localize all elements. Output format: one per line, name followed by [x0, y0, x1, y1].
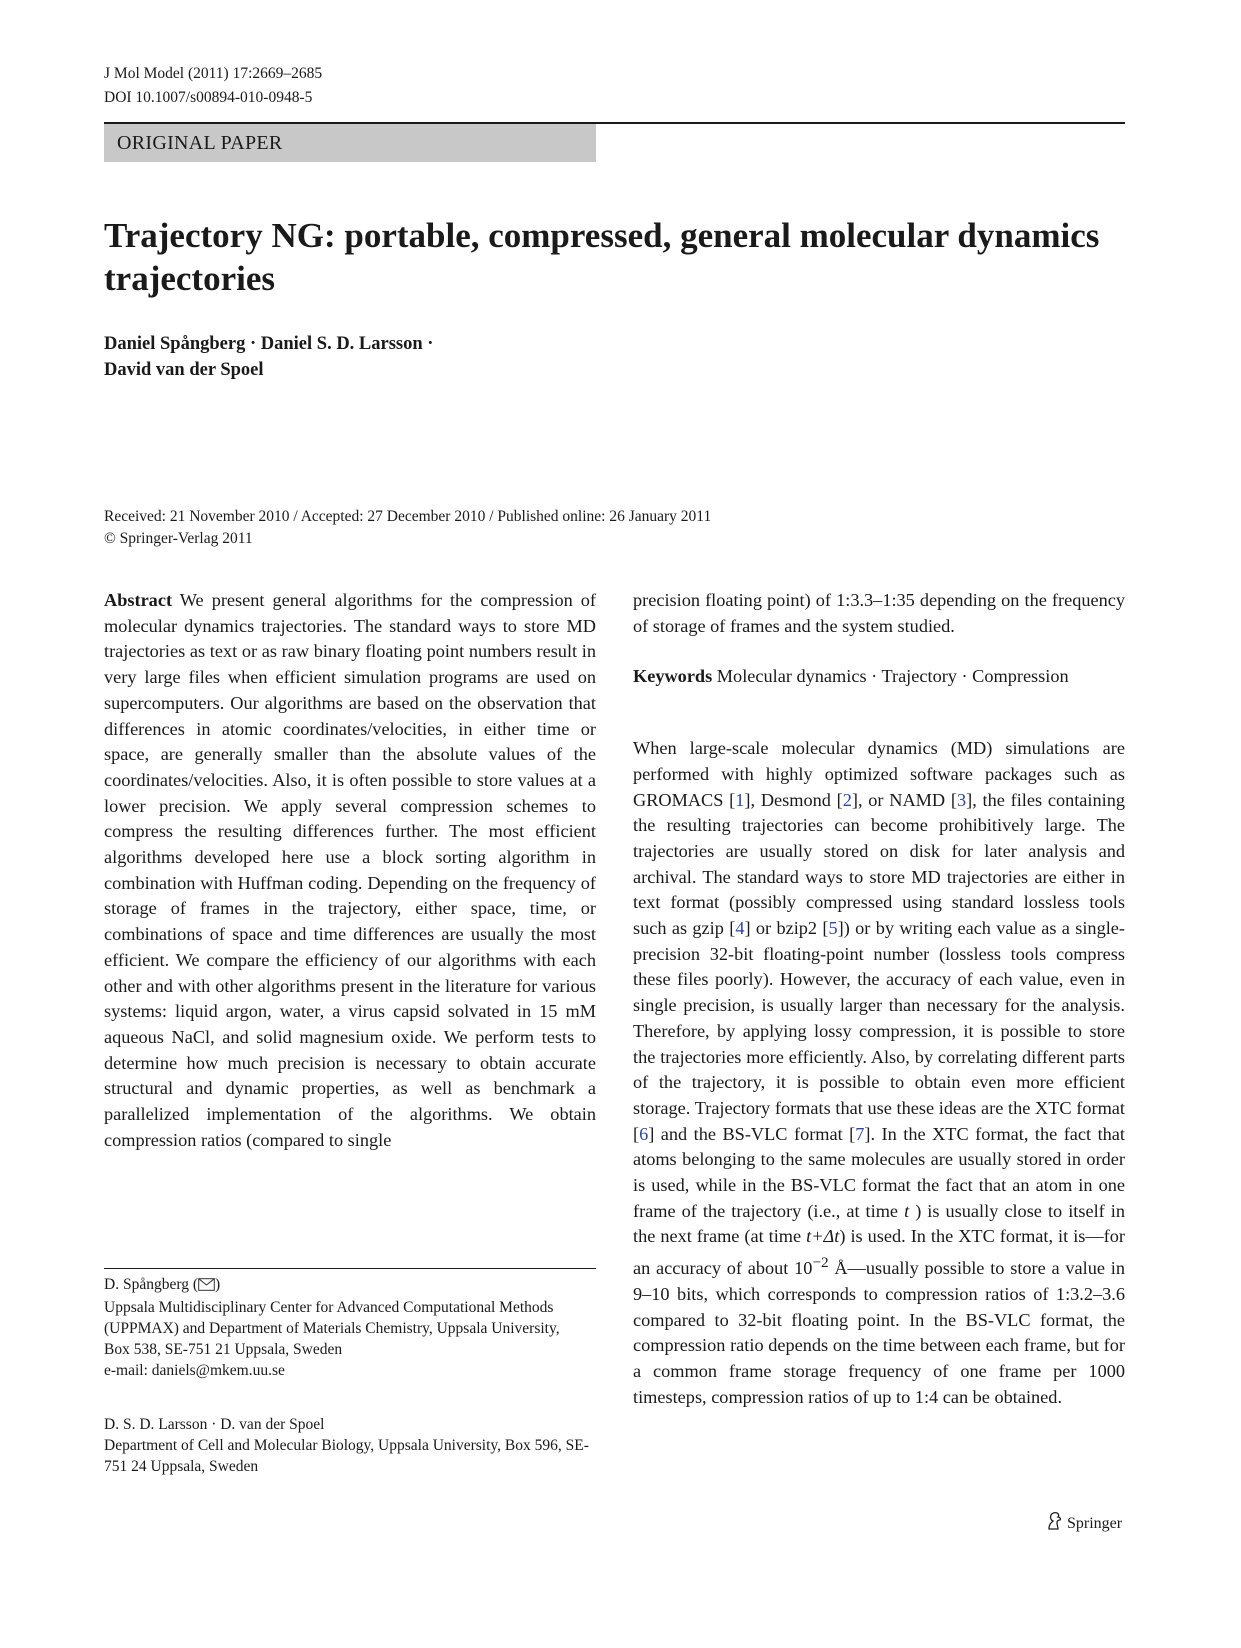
affiliation-block-1 — [104, 1274, 596, 1381]
citation-link[interactable]: 3 — [956, 789, 967, 810]
intro-text: Å—usually possible to store a value in 9–10 bits, which corresponds to compression ratios of 1:3.2–3.6 compared to 32-bit floating point. In the BS-VLC format, the compression ratio depends on the time between each frame, but for a common frame storage frequency of one frame per 1000 timesteps, compression ratios of up to 1:4 can be obtained. — [633, 1258, 1125, 1407]
affiliation-names: D. S. D. Larsson · D. van der Spoel — [104, 1416, 325, 1433]
copyright-line: © Springer-Verlag 2011 — [104, 530, 253, 547]
citation-link[interactable]: 5 — [828, 918, 838, 939]
intro-text: ) is usually close to itself in the next frame (at time — [633, 1200, 1125, 1247]
journal-reference: J Mol Model (2011) 17:2669–2685 — [104, 65, 323, 82]
publication-dates — [104, 506, 711, 550]
intro-text: When large-scale molecular dynamics (MD) simulations are performed with highly optimized software packages such as GROMACS [ — [633, 738, 1125, 810]
intro-text: ]. In the XTC format, the fact that atoms belonging to the same molecules are usually stored in order is used, while in the BS-VLC format the fact that an atom in one frame of the trajectory (i.e., at time — [633, 1123, 1126, 1221]
intro-text: ]) or by writing each value as a single-precision 32-bit floating-point number (lossless tools compress these files poorly). However, the accuracy of each value, even in single precision, is usually larger than necessary for the analysis. Therefore, by applying lossy compression, it is possible to store the trajectories more efficiently. Also, by correlating different parts of the trajectory, it is possible to obtain even more efficient storage. Trajectory formats that use these ideas are the XTC format [ — [633, 918, 1125, 1144]
abstract-column — [104, 588, 596, 1153]
citation-link[interactable]: 4 — [735, 918, 745, 939]
author-name-end: ) — [215, 1276, 221, 1293]
keywords-heading: Keywords — [633, 666, 713, 687]
intro-text: ] and the BS-VLC format [ — [648, 1123, 856, 1144]
date-line: Received: 21 November 2010 / Accepted: 27 December 2010 / Published online: 26 January 2011 — [104, 508, 712, 525]
intro-text: ], the files containing the resulting trajectories can become prohibitively large. The trajectories are usually stored on disk for later analysis and archival. The standard ways to store MD trajectories are either in text format (possibly compressed using standard lossless tools such as gzip [ — [633, 789, 1125, 939]
exponent: −2 — [812, 1254, 829, 1272]
publisher-name: Springer — [1067, 1514, 1123, 1532]
keywords — [633, 664, 1125, 690]
right-column — [633, 588, 1125, 1410]
publisher-footer — [1046, 1511, 1122, 1536]
affiliation-institution: Uppsala Multidisciplinary Center for Advanced Computational Methods (UPPMAX) and Department of Materials Chemistry, Uppsala University, — [104, 1299, 560, 1337]
citation-link[interactable]: 6 — [639, 1123, 649, 1144]
corresponding-author — [104, 1274, 596, 1297]
intro-text: ) is used. In the XTC format, it is—for an accuracy of about 10 — [633, 1226, 1125, 1279]
intro-text: ], Desmond [ — [744, 789, 843, 810]
abstract-heading: Abstract — [104, 590, 173, 610]
affiliation-email[interactable]: e-mail: daniels@mkem.uu.se — [104, 1362, 285, 1379]
intro-text: ] or bzip2 [ — [744, 918, 829, 939]
intro-text: ], or NAMD [ — [851, 789, 957, 810]
journal-doi[interactable]: DOI 10.1007/s00894-010-0948-5 — [104, 89, 313, 106]
author-list — [104, 331, 433, 383]
citation-link[interactable]: 2 — [842, 789, 852, 810]
affiliation-block-2 — [104, 1414, 596, 1477]
math-symbol: t+Δt — [806, 1226, 840, 1247]
affiliation-address: Box 538, SE-751 21 Uppsala, Sweden — [104, 1341, 343, 1358]
section-band — [104, 124, 596, 162]
citation-link[interactable]: 7 — [855, 1123, 865, 1144]
math-symbol: t — [904, 1200, 910, 1221]
author-line-1: Daniel Spångberg · Daniel S. D. Larsson · — [104, 334, 434, 354]
paper-title: Trajectory NG: portable, compressed, general molecular dynamics trajectories — [104, 216, 1100, 298]
affiliation-rule — [104, 1268, 596, 1269]
author-line-2: David van der Spoel — [104, 360, 264, 380]
author-name: D. Spångberg ( — [104, 1276, 198, 1293]
section-label: ORIGINAL PAPER — [117, 132, 283, 154]
springer-horse-icon — [1046, 1511, 1062, 1536]
citation-link[interactable]: 1 — [735, 789, 745, 810]
abstract-body: We present general algorithms for the compression of molecular dynamics trajectories. The standard ways to store MD trajectories as text or as raw binary floating point numbers result in very large files when efficient simulation programs are used on supercomputers. Our algorithms are based on the observation that differences in atomic coordinates/velocities, in either time or space, are generally smaller than the absolute values of the coordinates/velocities. Also, it is often possible to store values at a lower precision. We apply several compression schemes to compress the resulting differences further. The most efficient algorithms developed here use a block sorting algorithm in combination with Huffman coding. Depending on the frequency of storage of frames in the trajectory, either space, time, or combinations of space and time differences are usually the most efficient. We compare the efficiency of our algorithms with each other and with other algorithms present in the literature for various systems: liquid argon, water, a virus capsid solvated in 15 mM aqueous NaCl, and solid magnesium oxide. We perform tests to determine how much precision is necessary to obtain accurate structural and dynamic properties, as well as benchmark a parallelized implementation of the algorithms. We obtain compression ratios (compared to single — [104, 590, 596, 1150]
envelope-icon[interactable] — [198, 1276, 215, 1297]
introduction-paragraph — [633, 736, 1125, 1410]
abstract — [104, 588, 596, 1153]
abstract-continuation: precision floating point) of 1:3.3–1:35 depending on the frequency of storage of frames and the system studied. — [633, 590, 1125, 636]
keywords-list: Molecular dynamics · Trajectory · Compression — [716, 666, 1069, 687]
affiliation-institution: Department of Cell and Molecular Biology, Uppsala University, Box 596, SE-751 24 Uppsala, Sweden — [104, 1437, 589, 1475]
